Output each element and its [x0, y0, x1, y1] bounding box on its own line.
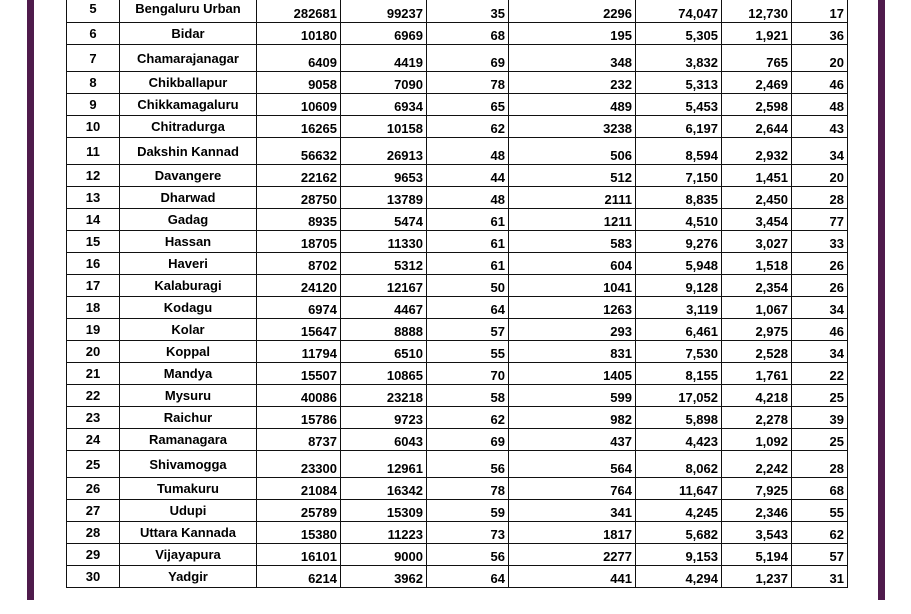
- value-cell-1: 10180: [257, 23, 341, 45]
- sl-no-cell: 24: [67, 429, 120, 451]
- table-row: [67, 253, 848, 275]
- value-cell-4: 512: [509, 165, 636, 187]
- value-cell-2: 6510: [341, 341, 427, 363]
- value-cell-6: 2,644: [722, 116, 792, 138]
- percent-cell: 68: [427, 23, 509, 45]
- value-cell-2: 12961: [341, 451, 427, 478]
- value-cell-1: 8702: [257, 253, 341, 275]
- value-cell-5: 8,835: [636, 187, 722, 209]
- percent-cell: 61: [427, 231, 509, 253]
- value-cell-4: 348: [509, 45, 636, 72]
- value-cell-4: 764: [509, 478, 636, 500]
- value-cell-4: 1211: [509, 209, 636, 231]
- value-cell-4: 583: [509, 231, 636, 253]
- frame-border-right: [878, 0, 885, 600]
- district-name-cell: Kodagu: [120, 297, 257, 319]
- value-cell-5: 7,150: [636, 165, 722, 187]
- value-cell-5: 5,682: [636, 522, 722, 544]
- value-cell-1: 16101: [257, 544, 341, 566]
- table-row: [67, 94, 848, 116]
- sl-no-cell: 26: [67, 478, 120, 500]
- value-cell-2: 13789: [341, 187, 427, 209]
- value-cell-5: 74,047: [636, 0, 722, 23]
- district-name-cell: Chamarajanagar: [120, 45, 257, 72]
- district-name-cell: Davangere: [120, 165, 257, 187]
- value-cell-7: 34: [792, 297, 848, 319]
- value-cell-5: 5,948: [636, 253, 722, 275]
- district-name-cell: Dakshin Kannad: [120, 138, 257, 165]
- value-cell-2: 11330: [341, 231, 427, 253]
- value-cell-2: 23218: [341, 385, 427, 407]
- value-cell-2: 3962: [341, 566, 427, 588]
- percent-cell: 64: [427, 297, 509, 319]
- value-cell-1: 15380: [257, 522, 341, 544]
- value-cell-1: 25789: [257, 500, 341, 522]
- value-cell-5: 8,062: [636, 451, 722, 478]
- value-cell-1: 11794: [257, 341, 341, 363]
- district-name-cell: Mandya: [120, 363, 257, 385]
- table-row: [67, 407, 848, 429]
- value-cell-6: 1,237: [722, 566, 792, 588]
- district-name-cell: Udupi: [120, 500, 257, 522]
- value-cell-4: 341: [509, 500, 636, 522]
- value-cell-7: 36: [792, 23, 848, 45]
- table-body: [67, 0, 848, 588]
- value-cell-2: 9653: [341, 165, 427, 187]
- sl-no-cell: 29: [67, 544, 120, 566]
- value-cell-5: 4,510: [636, 209, 722, 231]
- table-row: [67, 500, 848, 522]
- value-cell-4: 2277: [509, 544, 636, 566]
- percent-cell: 35: [427, 0, 509, 23]
- table-row: [67, 319, 848, 341]
- value-cell-7: 48: [792, 94, 848, 116]
- value-cell-6: 3,027: [722, 231, 792, 253]
- value-cell-1: 282681: [257, 0, 341, 23]
- percent-cell: 62: [427, 407, 509, 429]
- value-cell-5: 9,276: [636, 231, 722, 253]
- sl-no-cell: 14: [67, 209, 120, 231]
- value-cell-1: 10609: [257, 94, 341, 116]
- sl-no-cell: 25: [67, 451, 120, 478]
- value-cell-5: 6,461: [636, 319, 722, 341]
- percent-cell: 61: [427, 253, 509, 275]
- value-cell-7: 62: [792, 522, 848, 544]
- percent-cell: 48: [427, 187, 509, 209]
- value-cell-5: 9,128: [636, 275, 722, 297]
- sl-no-cell: 9: [67, 94, 120, 116]
- district-data-table: [66, 0, 848, 588]
- value-cell-7: 26: [792, 275, 848, 297]
- value-cell-6: 4,218: [722, 385, 792, 407]
- value-cell-6: 2,354: [722, 275, 792, 297]
- sl-no-cell: 6: [67, 23, 120, 45]
- sl-no-cell: 22: [67, 385, 120, 407]
- value-cell-2: 6969: [341, 23, 427, 45]
- value-cell-6: 2,528: [722, 341, 792, 363]
- value-cell-4: 2111: [509, 187, 636, 209]
- value-cell-6: 2,975: [722, 319, 792, 341]
- value-cell-1: 40086: [257, 385, 341, 407]
- sl-no-cell: 10: [67, 116, 120, 138]
- value-cell-2: 6043: [341, 429, 427, 451]
- sl-no-cell: 11: [67, 138, 120, 165]
- table-row: [67, 451, 848, 478]
- value-cell-5: 4,423: [636, 429, 722, 451]
- district-name-cell: Haveri: [120, 253, 257, 275]
- value-cell-7: 55: [792, 500, 848, 522]
- district-name-cell: Raichur: [120, 407, 257, 429]
- value-cell-7: 28: [792, 451, 848, 478]
- value-cell-6: 1,761: [722, 363, 792, 385]
- value-cell-6: 2,469: [722, 72, 792, 94]
- district-name-cell: Chikkamagaluru: [120, 94, 257, 116]
- value-cell-6: 1,518: [722, 253, 792, 275]
- table-row: [67, 165, 848, 187]
- value-cell-2: 9723: [341, 407, 427, 429]
- district-name-cell: Chitradurga: [120, 116, 257, 138]
- value-cell-7: 77: [792, 209, 848, 231]
- table-row: [67, 72, 848, 94]
- value-cell-2: 99237: [341, 0, 427, 23]
- district-name-cell: Bengaluru Urban: [120, 0, 257, 23]
- table-row: [67, 209, 848, 231]
- value-cell-1: 18705: [257, 231, 341, 253]
- table-row: [67, 45, 848, 72]
- percent-cell: 62: [427, 116, 509, 138]
- table-row: [67, 363, 848, 385]
- value-cell-4: 2296: [509, 0, 636, 23]
- value-cell-4: 506: [509, 138, 636, 165]
- district-name-cell: Koppal: [120, 341, 257, 363]
- value-cell-4: 489: [509, 94, 636, 116]
- value-cell-7: 43: [792, 116, 848, 138]
- district-name-cell: Bidar: [120, 23, 257, 45]
- value-cell-4: 1263: [509, 297, 636, 319]
- value-cell-6: 3,543: [722, 522, 792, 544]
- value-cell-1: 24120: [257, 275, 341, 297]
- value-cell-2: 16342: [341, 478, 427, 500]
- value-cell-2: 8888: [341, 319, 427, 341]
- value-cell-4: 1817: [509, 522, 636, 544]
- value-cell-6: 2,932: [722, 138, 792, 165]
- value-cell-6: 3,454: [722, 209, 792, 231]
- value-cell-5: 5,305: [636, 23, 722, 45]
- value-cell-4: 604: [509, 253, 636, 275]
- value-cell-1: 6214: [257, 566, 341, 588]
- value-cell-6: 12,730: [722, 0, 792, 23]
- table-row: [67, 275, 848, 297]
- value-cell-7: 34: [792, 138, 848, 165]
- value-cell-6: 1,921: [722, 23, 792, 45]
- value-cell-4: 232: [509, 72, 636, 94]
- value-cell-5: 8,155: [636, 363, 722, 385]
- table-row: [67, 116, 848, 138]
- sl-no-cell: 21: [67, 363, 120, 385]
- table-row: [67, 297, 848, 319]
- district-name-cell: Kolar: [120, 319, 257, 341]
- table-row: [67, 23, 848, 45]
- value-cell-7: 34: [792, 341, 848, 363]
- value-cell-6: 2,242: [722, 451, 792, 478]
- value-cell-5: 8,594: [636, 138, 722, 165]
- district-name-cell: Vijayapura: [120, 544, 257, 566]
- percent-cell: 64: [427, 566, 509, 588]
- value-cell-2: 15309: [341, 500, 427, 522]
- value-cell-6: 1,451: [722, 165, 792, 187]
- table-row: [67, 385, 848, 407]
- sl-no-cell: 19: [67, 319, 120, 341]
- value-cell-5: 5,453: [636, 94, 722, 116]
- table-row: [67, 544, 848, 566]
- value-cell-7: 25: [792, 429, 848, 451]
- value-cell-1: 16265: [257, 116, 341, 138]
- value-cell-6: 2,598: [722, 94, 792, 116]
- percent-cell: 78: [427, 72, 509, 94]
- value-cell-7: 68: [792, 478, 848, 500]
- sl-no-cell: 30: [67, 566, 120, 588]
- district-name-cell: Yadgir: [120, 566, 257, 588]
- value-cell-6: 2,450: [722, 187, 792, 209]
- district-name-cell: Gadag: [120, 209, 257, 231]
- sl-no-cell: 8: [67, 72, 120, 94]
- value-cell-5: 6,197: [636, 116, 722, 138]
- value-cell-4: 437: [509, 429, 636, 451]
- percent-cell: 56: [427, 544, 509, 566]
- district-name-cell: Dharwad: [120, 187, 257, 209]
- value-cell-2: 6934: [341, 94, 427, 116]
- district-name-cell: Kalaburagi: [120, 275, 257, 297]
- value-cell-1: 56632: [257, 138, 341, 165]
- value-cell-7: 57: [792, 544, 848, 566]
- sl-no-cell: 13: [67, 187, 120, 209]
- value-cell-7: 39: [792, 407, 848, 429]
- value-cell-2: 12167: [341, 275, 427, 297]
- value-cell-7: 20: [792, 45, 848, 72]
- sl-no-cell: 17: [67, 275, 120, 297]
- value-cell-2: 4419: [341, 45, 427, 72]
- value-cell-4: 599: [509, 385, 636, 407]
- district-name-cell: Hassan: [120, 231, 257, 253]
- value-cell-7: 25: [792, 385, 848, 407]
- value-cell-5: 17,052: [636, 385, 722, 407]
- value-cell-5: 4,294: [636, 566, 722, 588]
- value-cell-6: 1,067: [722, 297, 792, 319]
- value-cell-6: 1,092: [722, 429, 792, 451]
- district-name-cell: Shivamogga: [120, 451, 257, 478]
- value-cell-6: 5,194: [722, 544, 792, 566]
- value-cell-5: 7,530: [636, 341, 722, 363]
- table-row: [67, 138, 848, 165]
- value-cell-2: 5474: [341, 209, 427, 231]
- sl-no-cell: 5: [67, 0, 120, 23]
- value-cell-5: 4,245: [636, 500, 722, 522]
- table-row: [67, 341, 848, 363]
- percent-cell: 73: [427, 522, 509, 544]
- value-cell-5: 3,832: [636, 45, 722, 72]
- value-cell-4: 3238: [509, 116, 636, 138]
- value-cell-1: 9058: [257, 72, 341, 94]
- value-cell-1: 23300: [257, 451, 341, 478]
- value-cell-7: 17: [792, 0, 848, 23]
- percent-cell: 57: [427, 319, 509, 341]
- percent-cell: 70: [427, 363, 509, 385]
- value-cell-2: 10865: [341, 363, 427, 385]
- table-row: [67, 0, 848, 23]
- value-cell-1: 28750: [257, 187, 341, 209]
- value-cell-2: 7090: [341, 72, 427, 94]
- value-cell-6: 765: [722, 45, 792, 72]
- table-row: [67, 429, 848, 451]
- sl-no-cell: 16: [67, 253, 120, 275]
- percent-cell: 61: [427, 209, 509, 231]
- value-cell-7: 31: [792, 566, 848, 588]
- value-cell-2: 26913: [341, 138, 427, 165]
- value-cell-6: 2,346: [722, 500, 792, 522]
- percent-cell: 65: [427, 94, 509, 116]
- value-cell-5: 5,898: [636, 407, 722, 429]
- percent-cell: 50: [427, 275, 509, 297]
- value-cell-2: 4467: [341, 297, 427, 319]
- sl-no-cell: 28: [67, 522, 120, 544]
- value-cell-7: 46: [792, 72, 848, 94]
- sl-no-cell: 12: [67, 165, 120, 187]
- value-cell-2: 11223: [341, 522, 427, 544]
- value-cell-2: 5312: [341, 253, 427, 275]
- percent-cell: 69: [427, 45, 509, 72]
- district-table-container: [66, 0, 847, 614]
- percent-cell: 48: [427, 138, 509, 165]
- value-cell-1: 15647: [257, 319, 341, 341]
- value-cell-2: 9000: [341, 544, 427, 566]
- percent-cell: 58: [427, 385, 509, 407]
- district-name-cell: Ramanagara: [120, 429, 257, 451]
- value-cell-1: 8737: [257, 429, 341, 451]
- value-cell-4: 982: [509, 407, 636, 429]
- percent-cell: 55: [427, 341, 509, 363]
- value-cell-7: 22: [792, 363, 848, 385]
- value-cell-5: 11,647: [636, 478, 722, 500]
- value-cell-6: 7,925: [722, 478, 792, 500]
- sl-no-cell: 15: [67, 231, 120, 253]
- value-cell-1: 6974: [257, 297, 341, 319]
- table-row: [67, 231, 848, 253]
- table-row: [67, 187, 848, 209]
- value-cell-5: 3,119: [636, 297, 722, 319]
- value-cell-4: 195: [509, 23, 636, 45]
- value-cell-7: 20: [792, 165, 848, 187]
- table-row: [67, 478, 848, 500]
- frame-border-left: [27, 0, 34, 600]
- value-cell-1: 15507: [257, 363, 341, 385]
- value-cell-7: 28: [792, 187, 848, 209]
- percent-cell: 78: [427, 478, 509, 500]
- table-row: [67, 522, 848, 544]
- sl-no-cell: 7: [67, 45, 120, 72]
- value-cell-1: 21084: [257, 478, 341, 500]
- percent-cell: 44: [427, 165, 509, 187]
- value-cell-2: 10158: [341, 116, 427, 138]
- value-cell-4: 293: [509, 319, 636, 341]
- district-name-cell: Chikballapur: [120, 72, 257, 94]
- value-cell-4: 831: [509, 341, 636, 363]
- value-cell-4: 564: [509, 451, 636, 478]
- sl-no-cell: 20: [67, 341, 120, 363]
- value-cell-1: 6409: [257, 45, 341, 72]
- value-cell-5: 5,313: [636, 72, 722, 94]
- percent-cell: 56: [427, 451, 509, 478]
- sl-no-cell: 18: [67, 297, 120, 319]
- value-cell-7: 46: [792, 319, 848, 341]
- value-cell-1: 22162: [257, 165, 341, 187]
- value-cell-4: 1041: [509, 275, 636, 297]
- sl-no-cell: 23: [67, 407, 120, 429]
- value-cell-1: 15786: [257, 407, 341, 429]
- percent-cell: 59: [427, 500, 509, 522]
- value-cell-6: 2,278: [722, 407, 792, 429]
- district-name-cell: Uttara Kannada: [120, 522, 257, 544]
- district-name-cell: Mysuru: [120, 385, 257, 407]
- value-cell-5: 9,153: [636, 544, 722, 566]
- district-name-cell: Tumakuru: [120, 478, 257, 500]
- value-cell-7: 33: [792, 231, 848, 253]
- value-cell-1: 8935: [257, 209, 341, 231]
- table-row: [67, 566, 848, 588]
- percent-cell: 69: [427, 429, 509, 451]
- value-cell-4: 1405: [509, 363, 636, 385]
- value-cell-4: 441: [509, 566, 636, 588]
- sl-no-cell: 27: [67, 500, 120, 522]
- value-cell-7: 26: [792, 253, 848, 275]
